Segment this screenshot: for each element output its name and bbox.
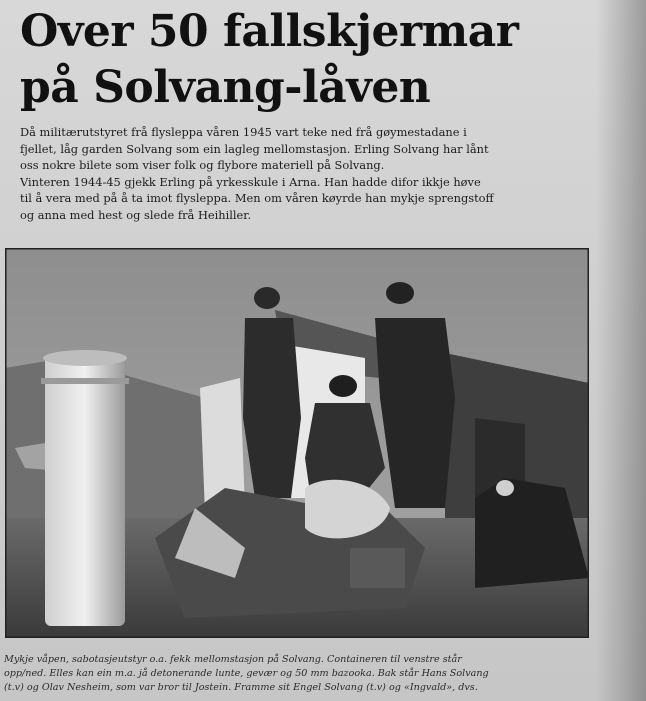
crate: [350, 548, 405, 588]
intro-line: og anna med hest og slede frå Heihiller.: [20, 207, 252, 222]
intro-text: [20, 124, 600, 223]
person-standing-left: [243, 318, 301, 498]
photo-caption: [4, 653, 592, 695]
supply-container: [45, 356, 125, 626]
intro-line: Vinteren 1944-45 gjekk Erling på yrkesskule i Arna. Han hadde difor ikkje høve: [20, 174, 481, 189]
caption-line: (t.v) og Olav Nesheim, som var bror til Jostein. Framme sit Engel Solvang (t.v) og «Ingvald», dvs.: [4, 682, 478, 693]
headline-line: på Solvang-låven: [20, 62, 431, 113]
person-seated-head: [329, 375, 357, 397]
person-seated: [305, 403, 385, 493]
intro-line: til å vera med på å ta imot flysleppa. Men om våren køyrde han mykje sprengstoff: [20, 191, 494, 205]
photograph: [5, 248, 589, 638]
intro-line: oss nokre bilete som viser folk og flybore materiell på Solvang.: [20, 158, 385, 172]
person-seated-right-face: [496, 480, 514, 496]
photo-illustration: [5, 248, 589, 638]
person-standing-right-head: [386, 282, 414, 304]
page-edge-shadow: [596, 0, 646, 701]
caption-line: Mykje våpen, sabotasjeutstyr o.a. fekk mellomstasjon på Solvang. Containeren til venstre står: [4, 654, 462, 665]
intro-line: Då militærutstyret frå flysleppa våren 1945 vart teke ned frå gøymestadane i: [20, 125, 467, 139]
container-top: [43, 350, 127, 366]
container-band: [41, 378, 129, 384]
intro-line: fjellet, låg garden Solvang som ein lagleg mellomstasjon. Erling Solvang har lånt: [20, 141, 489, 156]
caption-line: opp/ned. Elles kan ein m.a. jå detonerande lunte, gevær og 50 mm bazooka. Bak står Hans Solvang: [4, 668, 489, 679]
headline-line: Over 50 fallskjermar: [20, 6, 519, 57]
headline: [20, 4, 600, 116]
person-standing-left-head: [254, 287, 280, 309]
